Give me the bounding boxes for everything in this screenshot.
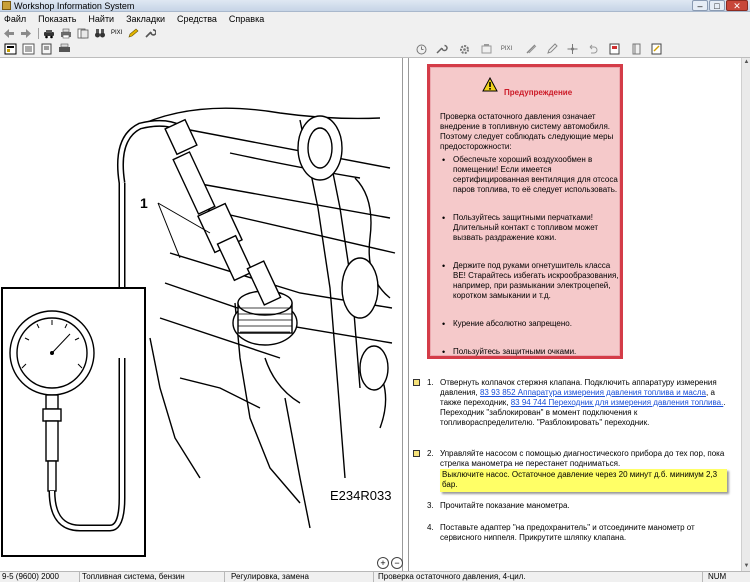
zoom-out-button[interactable]: −: [391, 557, 403, 569]
warning-triangle-icon: [482, 77, 498, 93]
scroll-down-icon[interactable]: ▼: [743, 563, 750, 569]
scroll-up-icon[interactable]: ▲: [743, 59, 750, 65]
spec-button[interactable]: [480, 43, 493, 55]
menu-find[interactable]: Найти: [88, 14, 115, 24]
warning-item: • Курение абсолютно запрещено.: [440, 319, 620, 329]
step-text: Поставьте адаптер "на предохранитель" и отсоедините манометр от сервисного ниппеля. Прикрутите шляпку клапана.: [440, 523, 695, 542]
status-num-lock: NUM: [708, 572, 727, 581]
printer-icon: [60, 28, 72, 39]
status-bar: [0, 571, 750, 582]
zoom-in-button[interactable]: +: [377, 557, 389, 569]
warning-item: • Пользуйтесь защитными очками.: [440, 347, 620, 357]
tools-button[interactable]: [144, 28, 156, 39]
window-title: Workshop Information System: [14, 0, 135, 11]
main-toolbar: [0, 26, 750, 40]
figure-id: E234R033: [330, 488, 392, 503]
app-icon: [2, 1, 11, 10]
move-icon: [566, 43, 579, 55]
forward-arrow-icon: [20, 28, 32, 39]
documents-button[interactable]: [77, 28, 89, 39]
page-icon: [40, 43, 53, 55]
warning-intro: Проверка остаточного давления означает внедрение в топливную систему автомобиля. Поэтому следует соблюдать следующие меры предосторожности:: [440, 112, 614, 151]
undo-button[interactable]: [587, 43, 600, 55]
step-number: 2.: [427, 449, 434, 458]
probe-icon: [525, 43, 538, 55]
warning-item: • Пользуйтесь защитными перчатками! Длительный контакт с топливом может вызвать раздражение кожи.: [440, 213, 620, 243]
gear-icon: [458, 43, 471, 55]
step-number: 1.: [427, 378, 434, 387]
status-system: Топливная система, бензин: [80, 572, 225, 582]
print-icon: [58, 43, 71, 55]
back-button[interactable]: [3, 28, 15, 39]
warning-box: [427, 64, 623, 359]
close-button[interactable]: ✕: [726, 0, 748, 11]
highlight-note: Выключите насос. Остаточное давление через 20 минут д.б. минимум 2,3 бар.: [440, 469, 727, 492]
clock-icon: [415, 43, 428, 55]
note-icon: [650, 43, 663, 55]
status-procedure: Проверка остаточного давления, 4-цил.: [376, 572, 703, 582]
status-section: Регулировка, замена: [229, 572, 374, 582]
adapter-link[interactable]: 83 94 744 Переходник для измерения давления топлива.: [510, 398, 724, 407]
step-marker-icon[interactable]: [413, 450, 420, 457]
warning-title: Предупреждение: [504, 88, 573, 97]
toolbar-separator: [38, 28, 39, 39]
home-button[interactable]: [4, 43, 17, 55]
car-icon: [43, 28, 55, 39]
step-number: 3.: [427, 501, 434, 510]
step-text: Прочитайте показание манометра.: [440, 501, 570, 510]
step-text-part: , а также переходник,: [440, 388, 715, 407]
flag-icon: [608, 43, 621, 55]
back-arrow-icon: [3, 28, 15, 39]
callout-number: 1: [140, 195, 148, 211]
wrench-icon: [435, 43, 448, 55]
home-icon: [4, 43, 17, 55]
status-model: 9-5 (9600) 2000: [0, 572, 80, 582]
menu-view[interactable]: Показать: [38, 14, 77, 24]
menu-file[interactable]: Файл: [4, 14, 27, 24]
pressure-gauge-link[interactable]: 83 93 852 Аппаратура измерения давления топлива и масла: [479, 388, 706, 397]
menu-help[interactable]: Справка: [228, 14, 265, 24]
step-text: [440, 378, 727, 428]
step-text-part: Управляйте насосом с помощью диагностического прибора до тех пор, пока стрелка манометра не перестанет подниматься.: [440, 449, 725, 468]
step-text: [440, 449, 727, 492]
bookmark-button[interactable]: [630, 43, 643, 55]
pump-icon: [480, 43, 493, 55]
menu-bookmarks[interactable]: Закладки: [126, 14, 166, 24]
minimize-button[interactable]: –: [692, 0, 708, 11]
forward-button[interactable]: [20, 28, 32, 39]
document-button[interactable]: [40, 43, 53, 55]
warning-item: • Обеспечьте хороший воздухообмен в помещении! Если имеется сертифицированная вентиляция для отсоса паров топлива, то её следует использовать.: [440, 155, 620, 195]
contents-button[interactable]: [22, 43, 35, 55]
step-text-part: Отвернуть колпачок стержня клапана. Подключить аппаратуру измерения давления,: [440, 378, 717, 397]
print-button[interactable]: [60, 28, 72, 39]
diagnose-button[interactable]: [525, 43, 538, 55]
undo-icon: [587, 43, 600, 55]
window-controls: [691, 0, 748, 11]
title-bar: [0, 0, 750, 12]
vertical-scrollbar[interactable]: [741, 58, 750, 571]
step-number: 4.: [427, 523, 434, 532]
documents-icon: [77, 28, 89, 39]
menu-tools[interactable]: Средства: [177, 14, 217, 24]
print-page-button[interactable]: [58, 43, 71, 55]
pencil-icon: [546, 43, 559, 55]
menu-bar: [0, 12, 750, 26]
step-marker-icon[interactable]: [413, 379, 420, 386]
edit-button[interactable]: [127, 28, 139, 39]
wrench-icon: [144, 28, 156, 39]
move-button[interactable]: [566, 43, 579, 55]
pixi-panel-button[interactable]: PIXI: [500, 46, 513, 52]
text-pane: [408, 58, 741, 571]
timer-button[interactable]: [415, 43, 428, 55]
maximize-button[interactable]: □: [709, 0, 725, 11]
flag-button[interactable]: [608, 43, 621, 55]
binoculars-icon: [94, 28, 106, 39]
bookmark-icon: [630, 43, 643, 55]
contents-icon: [22, 43, 35, 55]
illustration: [0, 58, 402, 558]
tools-panel-button[interactable]: [435, 43, 448, 55]
note-button[interactable]: [650, 43, 663, 55]
pixi-button[interactable]: PIXI: [111, 30, 123, 36]
warning-list: [440, 155, 620, 357]
warning-item: • Держите под руками огнетушитель класса ВЕ! Старайтесь избегать искрообразования, например, при размыкании электроцепей, коротком замыкании и т.д.: [440, 261, 620, 301]
parts-button[interactable]: [458, 43, 471, 55]
step-text-part: . Переходник "заблокирован" в момент подключения к топливораспределителю. "Разблокировать" переходник.: [440, 398, 726, 427]
illustration-pane: [0, 58, 403, 571]
pencil-icon: [127, 28, 139, 39]
search-button[interactable]: [94, 28, 106, 39]
secondary-toolbar: [0, 40, 750, 58]
vehicle-button[interactable]: [43, 28, 55, 39]
edit-panel-button[interactable]: [546, 43, 559, 55]
